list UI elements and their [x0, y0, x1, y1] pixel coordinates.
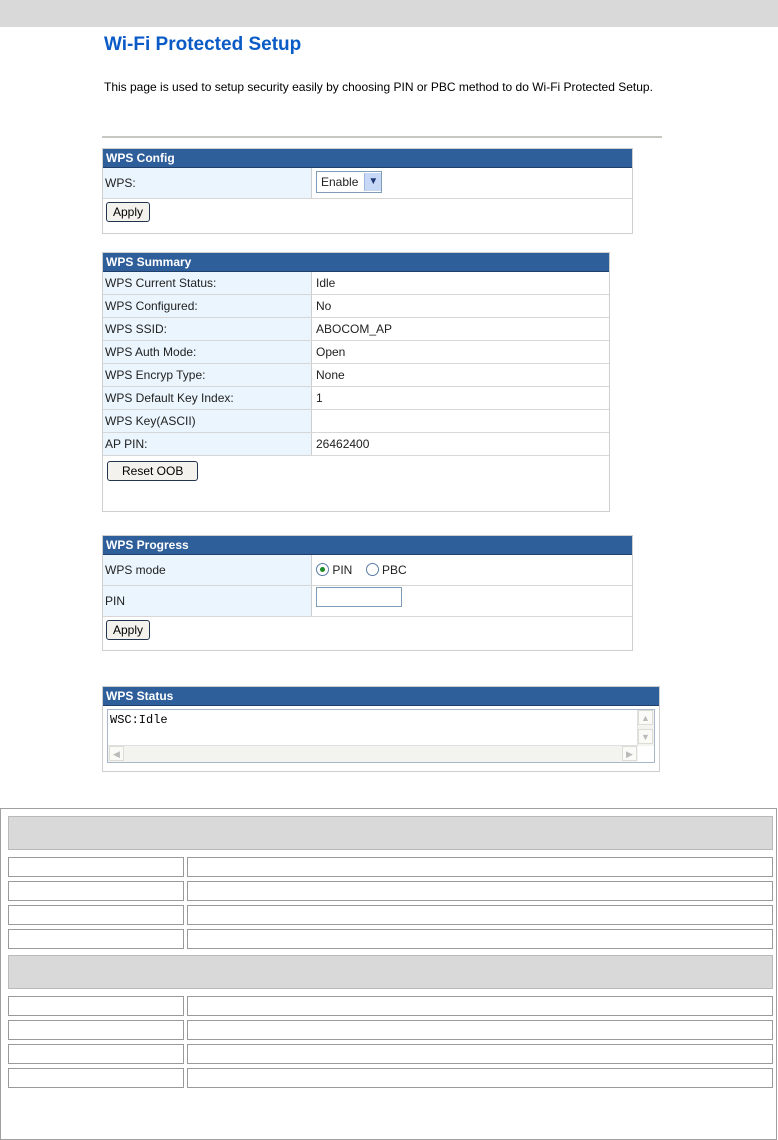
wps-label: WPS: [103, 168, 312, 198]
pin-input[interactable] [316, 587, 402, 607]
table-section-header [8, 955, 773, 989]
pin-row [103, 586, 632, 617]
wps-summary-panel [102, 252, 610, 512]
wps-row [103, 168, 632, 199]
summary-row [103, 341, 609, 364]
scroll-right-icon[interactable]: ▶ [622, 746, 637, 761]
pin-label: PIN [103, 586, 312, 616]
table-cell [8, 996, 184, 1016]
summary-label: WPS SSID: [103, 318, 312, 340]
wps-config-panel [102, 148, 633, 234]
wps-summary-header: WPS Summary [103, 253, 609, 272]
table-cell [187, 881, 773, 901]
top-bar [0, 0, 778, 27]
reset-oob-button[interactable]: Reset OOB [107, 461, 198, 481]
pin-radio-label: PIN [332, 563, 353, 577]
table-cell [8, 1044, 184, 1064]
table-cell [187, 1020, 773, 1040]
summary-label: AP PIN: [103, 433, 312, 455]
wps-mode-options [312, 555, 632, 585]
table-section-header [8, 816, 773, 850]
summary-label: WPS Default Key Index: [103, 387, 312, 409]
wps-status-header: WPS Status [103, 687, 659, 706]
table-cell [187, 905, 773, 925]
pbc-radio-label: PBC [382, 563, 407, 577]
divider [102, 136, 662, 138]
summary-row [103, 295, 609, 318]
summary-label: WPS Configured: [103, 295, 312, 317]
pbc-radio[interactable] [366, 563, 379, 576]
summary-label: WPS Current Status: [103, 272, 312, 294]
summary-label: WPS Encryp Type: [103, 364, 312, 386]
pin-cell [312, 586, 632, 616]
table-cell [187, 1044, 773, 1064]
scroll-down-icon[interactable]: ▼ [638, 729, 653, 744]
table-cell [8, 1068, 184, 1088]
summary-value: 26462400 [316, 437, 370, 451]
wps-status-text: WSC:Idle [110, 713, 168, 727]
wps-config-header: WPS Config [103, 149, 632, 168]
empty-table [0, 808, 777, 1140]
wps-progress-actions [103, 617, 632, 640]
summary-label: WPS Auth Mode: [103, 341, 312, 363]
summary-value: Idle [316, 276, 336, 290]
wps-status-textarea[interactable] [107, 709, 655, 763]
wps-select[interactable] [316, 171, 382, 193]
summary-actions [103, 456, 609, 481]
wps-select-value: Enable [321, 175, 359, 189]
table-cell [8, 929, 184, 949]
summary-value [312, 410, 609, 432]
table-cell [187, 929, 773, 949]
wps-progress-apply-button[interactable]: Apply [106, 620, 150, 640]
summary-value: No [316, 299, 332, 313]
table-cell [187, 1068, 773, 1088]
wps-status-panel [102, 686, 660, 772]
table-cell [8, 905, 184, 925]
summary-value: None [316, 368, 345, 382]
wps-progress-header: WPS Progress [103, 536, 632, 555]
table-cell [187, 996, 773, 1016]
wps-mode-row [103, 555, 632, 586]
horizontal-scrollbar[interactable] [108, 745, 638, 762]
table-cell [8, 857, 184, 877]
table-cell [8, 1020, 184, 1040]
summary-value: ABOCOM_AP [316, 322, 393, 336]
summary-row [103, 433, 609, 456]
wps-progress-panel [102, 535, 633, 651]
summary-row [103, 387, 609, 410]
pin-radio[interactable] [316, 563, 329, 576]
summary-row [103, 272, 609, 295]
summary-row [103, 364, 609, 387]
wps-mode-label: WPS mode [103, 555, 312, 585]
summary-row [103, 410, 609, 433]
table-cell [187, 857, 773, 877]
page-title: Wi-Fi Protected Setup [104, 34, 302, 55]
vertical-scrollbar[interactable] [637, 710, 654, 746]
wps-config-actions [103, 199, 632, 222]
summary-row [103, 318, 609, 341]
wps-config-apply-button[interactable]: Apply [106, 202, 150, 222]
table-cell [8, 881, 184, 901]
wps-cell [312, 168, 632, 198]
chevron-down-icon[interactable]: ▼ [364, 173, 381, 191]
page-description: This page is used to setup security easily by choosing PIN or PBC method to do Wi-Fi Protected Setup. [104, 80, 653, 94]
summary-value: Open [316, 345, 346, 359]
scroll-up-icon[interactable]: ▲ [638, 710, 653, 725]
summary-value: 1 [316, 391, 323, 405]
scroll-left-icon[interactable]: ◀ [109, 746, 124, 761]
summary-label: WPS Key(ASCII) [103, 410, 312, 432]
